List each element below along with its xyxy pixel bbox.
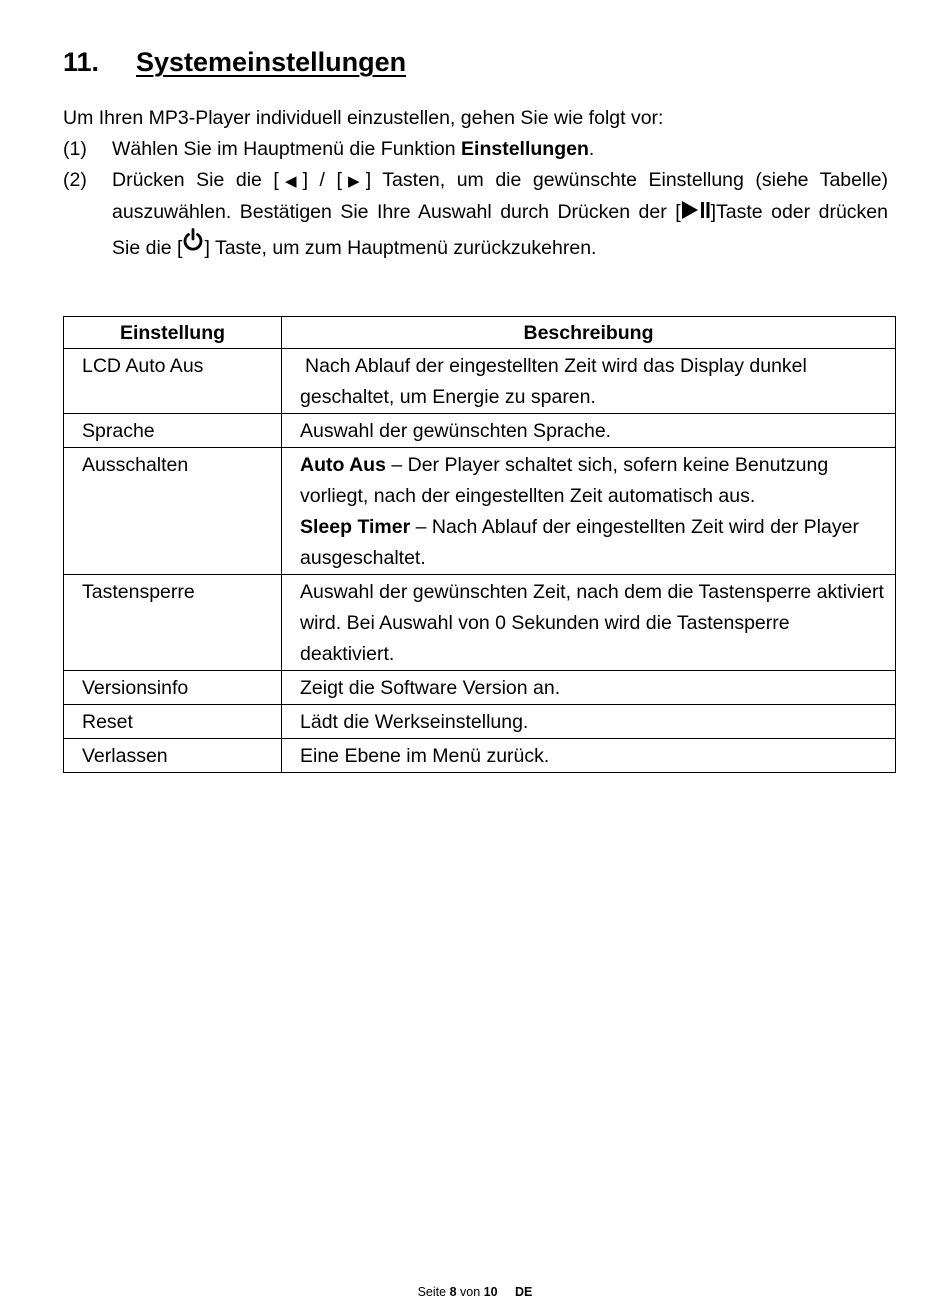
section-number: 11. [63,47,100,77]
step-text-part: Drücken Sie die [ [112,169,279,191]
footer-total-pages: 10 [483,1285,498,1299]
description-cell: Zeigt die Software Version an. [282,671,896,705]
description-item [300,450,885,512]
description-cell: Auswahl der gewünschten Sprache. [282,414,896,448]
step-text-part: ]Taste oder drücken Sie die [ [112,201,888,259]
intro-block [63,103,888,264]
step-text-bold: Einstellungen [461,138,589,160]
footer-von: von [460,1285,481,1299]
setting-cell: Sprache [64,414,282,448]
section-title: Systemeinstellungen [136,47,407,77]
description-cell: Lädt die Werkseinstellung. [282,705,896,739]
description-text: Nach Ablauf der eingestellten Zeit wird das Display dunkel geschaltet, um Energie zu sparen. [300,355,807,408]
step-text-part: ] Tasten, um die gewünschte Einstellung (siehe Tabelle) auszuwählen. Bestätigen Sie Ihre Auswahl durch Drücken der [ [112,169,888,223]
section-heading [63,44,406,80]
right-triangle-icon: ▶ [341,173,366,190]
step-text [112,134,888,165]
setting-cell: LCD Auto Aus [64,349,282,414]
table-row [64,414,896,448]
description-cell: Auswahl der gewünschten Zeit, nach dem die Tastensperre aktiviert wird. Bei Auswahl von 0 Sekunden wird die Tastensperre deaktiviert. [282,575,896,671]
description-item-text: – Der Player schaltet sich, sofern keine Benutzung vorliegt, nach der eingestellten Zeit automatisch aus. [300,454,829,507]
table-row [64,739,896,773]
table-row [64,349,896,414]
description-item [300,512,885,574]
column-header-description: Beschreibung [282,317,896,349]
table-row [64,575,896,671]
footer-language: DE [515,1285,533,1299]
table-row [64,671,896,705]
step-text-part: ] Taste, um zum Hauptmenü zurückzukehren. [204,237,597,259]
description-item-title: Auto Aus [300,454,386,476]
table-header-row [64,317,896,349]
table-row [64,448,896,575]
intro-text: Um Ihren MP3-Player individuell einzustellen, gehen Sie wie folgt vor: [63,107,664,129]
step-number: (2) [63,169,87,191]
footer-page-number: 8 [449,1285,457,1299]
table-row [64,705,896,739]
description-cell [282,349,896,414]
play-pause-icon [681,200,711,220]
column-header-setting: Einstellung [64,317,282,349]
setting-cell: Verlassen [64,739,282,773]
page-footer [0,1284,950,1300]
step-text-part: ] / [ [302,169,342,191]
description-cell: Eine Ebene im Menü zurück. [282,739,896,773]
footer-seite: Seite [417,1285,447,1299]
setting-cell: Versionsinfo [64,671,282,705]
setting-cell: Reset [64,705,282,739]
setting-cell: Tastensperre [64,575,282,671]
step-1 [63,134,888,165]
step-number: (1) [63,138,87,160]
settings-table [63,316,896,773]
step-text [112,165,888,264]
description-item-title: Sleep Timer [300,516,411,538]
setting-cell: Ausschalten [64,448,282,575]
description-item-text: – Nach Ablauf der eingestellten Zeit wird der Player ausgeschaltet. [300,516,859,569]
power-icon [182,228,204,262]
step-text-pre: Wählen Sie im Hauptmenü die Funktion [112,138,462,160]
step-2 [63,165,888,264]
step-text-post: . [588,138,595,160]
description-cell [282,448,896,575]
left-triangle-icon: ◀ [278,173,303,190]
